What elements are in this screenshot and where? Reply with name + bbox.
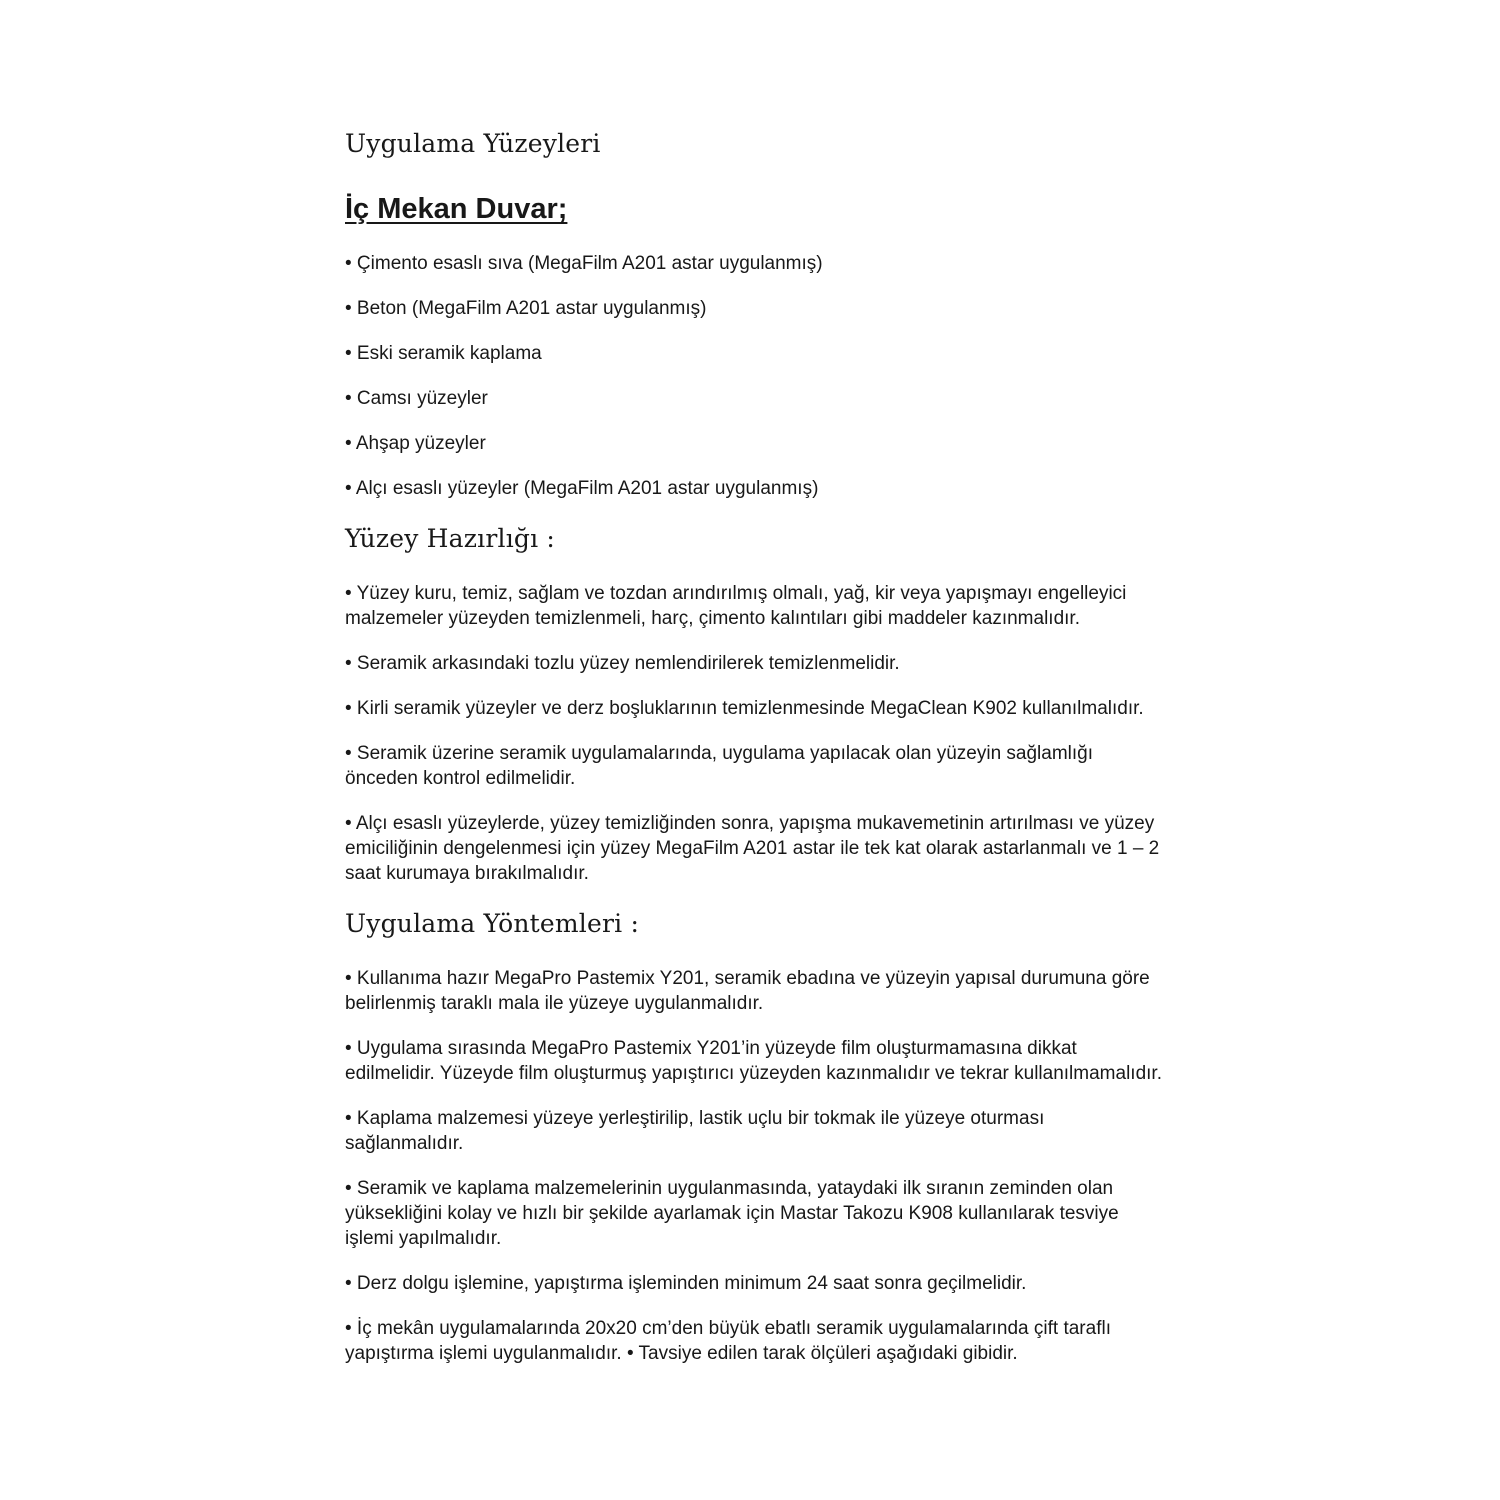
method-bullet-mastar-takozu: • Seramik ve kaplama malzemelerinin uygulanmasında, yataydaki ilk sıranın zeminden olan yüksekliğini kolay ve hızlı bir şekilde ayarlamak için Mastar Takozu K908 kullanılarak tesviye işlemi yapılmalıdır. xyxy=(345,1178,1119,1249)
page-title: Uygulama Yüzeyleri xyxy=(345,129,601,158)
surface-bullet-eski-seramik: • Eski seramik kaplama xyxy=(345,343,542,364)
surface-bullet-ahsap: • Ahşap yüzeyler xyxy=(345,433,486,454)
surface-bullet-cimento: • Çimento esaslı sıva (MegaFilm A201 astar uygulanmış) xyxy=(345,253,823,274)
prep-bullet-seramik-arkasi: • Seramik arkasındaki tozlu yüzey nemlendirilerek temizlenmelidir. xyxy=(345,653,900,674)
prep-bullet-kirli-seramik: • Kirli seramik yüzeyler ve derz boşluklarının temizlenmesinde MegaClean K902 kullanılmalıdır. xyxy=(345,698,1144,719)
method-bullet-kullanima-hazir: • Kullanıma hazır MegaPro Pastemix Y201, seramik ebadına ve yüzeyin yapısal durumuna göre belirlenmiş taraklı mala ile yüzeye uygulanmalıdır. xyxy=(345,968,1150,1014)
method-bullet-film-olusumu: • Uygulama sırasında MegaPro Pastemix Y201’in yüzeyde film oluşturmamasına dikkat edilmelidir. Yüzeyde film oluşturmuş yapıştırıcı yüzeyden kazınmalıdır ve tekrar kullanılmamalıdır. xyxy=(345,1038,1162,1084)
section-heading-ic-mekan-duvar: İç Mekan Duvar; xyxy=(345,193,568,225)
prep-bullet-yuzey-kuru: • Yüzey kuru, temiz, sağlam ve tozdan arındırılmış olmalı, yağ, kir veya yapışmayı engelleyici malzemeler yüzeyden temizlenmeli, harç, çimento kalıntıları gibi maddeler kazınmalıdır. xyxy=(345,583,1127,629)
surface-bullet-beton: • Beton (MegaFilm A201 astar uygulanmış) xyxy=(345,298,707,319)
section-heading-uygulama-yontemleri: Uygulama Yöntemleri : xyxy=(345,909,640,938)
surface-bullet-alci: • Alçı esaslı yüzeyler (MegaFilm A201 astar uygulanmış) xyxy=(345,478,819,499)
method-bullet-derz-dolgu: • Derz dolgu işlemine, yapıştırma işleminden minimum 24 saat sonra geçilmelidir. xyxy=(345,1273,1027,1294)
method-bullet-ic-mekan-cift-tarafli: • İç mekân uygulamalarında 20x20 cm’den büyük ebatlı seramik uygulamalarında çift taraflı yapıştırma işlemi uygulanmalıdır. • Tavsiye edilen tarak ölçüleri aşağıdaki gibidir. xyxy=(345,1318,1111,1364)
prep-bullet-alci-esasli: • Alçı esaslı yüzeylerde, yüzey temizliğinden sonra, yapışma mukavemetinin artırılması ve yüzey emiciliğinin dengelenmesi için yüzey MegaFilm A201 astar ile tek kat olarak astarlanmalı ve 1 – 2 saat kurumaya bırakılmalıdır. xyxy=(345,813,1160,884)
document-content xyxy=(345,128,1167,1366)
prep-bullet-seramik-uzerine: • Seramik üzerine seramik uygulamalarında, uygulama yapılacak olan yüzeyin sağlamlığı önceden kontrol edilmelidir. xyxy=(345,743,1094,789)
surface-bullet-camsi: • Camsı yüzeyler xyxy=(345,388,488,409)
section-heading-yuzey-hazirligi: Yüzey Hazırlığı : xyxy=(345,524,556,553)
method-bullet-kaplama-malzemesi: • Kaplama malzemesi yüzeye yerleştirilip, lastik uçlu bir tokmak ile yüzeye oturması sağlanmalıdır. xyxy=(345,1108,1045,1154)
